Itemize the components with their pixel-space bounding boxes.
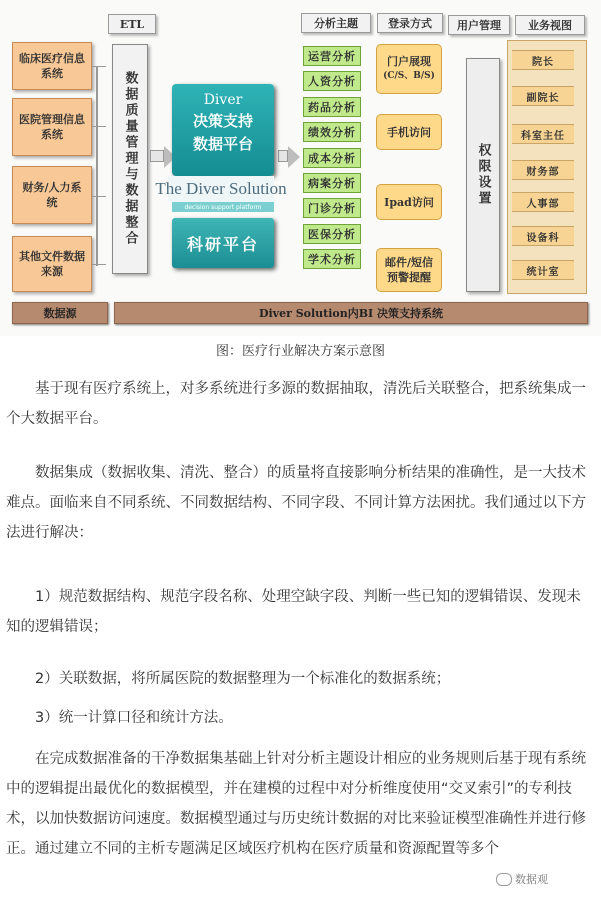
role-item: 人事部 (512, 192, 574, 212)
source-connector-line (96, 66, 98, 266)
analysis-topic-item: 门诊分析 (303, 198, 361, 218)
paragraph-text: 2）关联数据，将所属医院的数据整理为一个标准化的数据系统； (35, 671, 451, 687)
data-source-bar: 数据源 (12, 302, 108, 324)
paragraph-1 (6, 374, 595, 434)
etl-header: ETL (108, 14, 156, 34)
paragraph-5 (6, 703, 595, 733)
paragraph-text: 基于现有医疗系统上，对多系统进行多源的数据抽取，清洗后关联整合，把系统集成一个大数据平台。 (6, 381, 586, 427)
brand-subtitle-band: decision support platform (172, 202, 274, 212)
analysis-topic-item: 绩效分析 (303, 122, 361, 142)
research-platform-box: 科研平台 (172, 218, 274, 268)
analysis-topic-item: 运营分析 (303, 46, 361, 66)
access-portal-line1: 门户展现 (387, 55, 431, 68)
analysis-topic-item: 医保分析 (303, 224, 361, 244)
source-connector-tick (92, 196, 106, 197)
analysis-topic-item: 药品分析 (303, 97, 361, 117)
analysis-topic-item: 病案分析 (303, 173, 361, 193)
decision-platform-line1: Diver (203, 92, 243, 108)
header-analysis-topic: 分析主题 (301, 13, 371, 33)
diver-solution-logo: The Diver Solution (168, 176, 274, 202)
arrow-body-2 (278, 150, 288, 162)
analysis-topic-item: 人资分析 (303, 71, 361, 91)
paragraph-3 (6, 582, 595, 642)
header-login-method: 登录方式 (377, 13, 443, 33)
solution-diagram (0, 0, 601, 336)
permission-settings-box: 权限设置 (466, 58, 500, 292)
access-alert-line2: 预警提醒 (387, 271, 431, 284)
header-user-management: 用户管理 (448, 15, 510, 35)
access-ipad: Ipad访问 (376, 184, 442, 220)
paragraph-2 (6, 458, 595, 548)
arrow-body-1 (150, 150, 164, 162)
source-clinical-system: 临床医疗信息系统 (12, 42, 92, 90)
figure-caption: 图：医疗行业解决方案示意图 (215, 344, 385, 359)
access-portal (376, 44, 442, 94)
analysis-topic-item: 学术分析 (303, 249, 361, 269)
arrow-right-icon (288, 146, 300, 168)
role-item: 院长 (512, 50, 574, 70)
bi-system-bar: Diver Solution内BI 决策支持系统 (114, 302, 588, 324)
access-portal-line2: (C/S、B/S) (383, 71, 435, 81)
decision-platform-box (172, 84, 274, 176)
paragraph-4 (6, 664, 595, 694)
source-connector-tick (92, 126, 106, 127)
watermark-text: 数据观 (515, 873, 548, 886)
decision-platform-line2: 决策支持 (192, 112, 253, 130)
data-integration-box: 数据质量管理与数据整合 (112, 44, 148, 274)
paragraph-text: 1）规范数据结构、规范字段名称、处理空缺字段、判断一些已知的逻辑错误、发现未知的逻辑错误； (6, 589, 581, 635)
role-item: 副院长 (512, 86, 574, 106)
source-hospital-management-system: 医院管理信息系统 (12, 98, 92, 156)
role-item: 科室主任 (512, 124, 574, 144)
role-item: 财务部 (512, 160, 574, 180)
access-alert-line1: 邮件/短信 (384, 256, 434, 269)
analysis-topic-item: 成本分析 (303, 148, 361, 168)
paragraph-text: 数据集成（数据收集、清洗、整合）的质量将直接影响分析结果的准确性，是一大技术难点。面临来自不同系统、不同数据结构、不同字段、不同计算方法困扰。我们通过以下方法进行解决： (6, 465, 586, 541)
source-connector-tick (92, 66, 106, 67)
source-connector-tick (92, 264, 106, 265)
role-item: 统计室 (512, 260, 574, 280)
source-other-files: 其他文件数据来源 (12, 236, 92, 292)
header-business-view: 业务视图 (515, 15, 585, 35)
wechat-icon (496, 873, 512, 886)
watermark (496, 868, 600, 890)
decision-platform-line3: 数据平台 (192, 135, 253, 153)
source-finance-hr-system: 财务/人力系统 (12, 166, 92, 224)
paragraph-text: 在完成数据准备的干净数据集基础上针对分析主题设计相应的业务规则后基于现有系统中的逻辑提出最优化的数据模型，并在建模的过程中对分析维度使用“交叉索引”的专利技术，以加快数据访问速度。数据模型通过与历史统计数据的对比来验证模型准确性并进行修正。通过建立不同的主析专题满足区域医疗机构在医疗质量和资源配置等多个 (6, 751, 586, 857)
role-item: 设备科 (512, 226, 574, 246)
access-mobile: 手机访问 (376, 114, 442, 150)
paragraph-text: 3）统一计算口径和统计方法。 (35, 710, 233, 726)
access-alert (376, 248, 442, 292)
